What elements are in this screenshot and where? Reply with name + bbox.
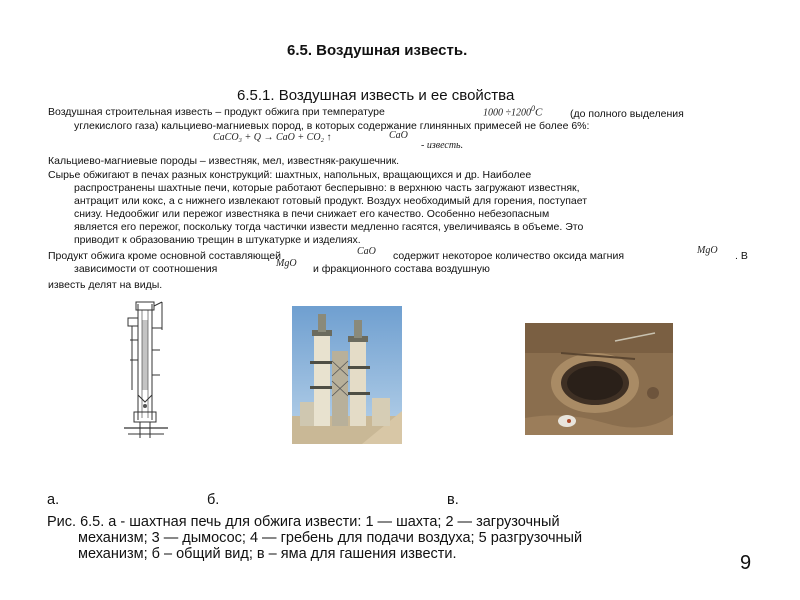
para3-line5: является его пережог, поскольку тогда частички извести медленно гасятся, увеличиваясь в объеме. Это [74, 221, 584, 233]
para4-line2b: и фракционного состава воздушную [313, 263, 490, 275]
para3-line1: Сырье обжигают в печах разных конструкций: шахтных, напольных, вращающихся и др. Наиболее [48, 169, 532, 181]
mgo-formula-2: MgO [276, 258, 297, 269]
figure-caption-line1: Рис. 6.5. а - шахтная печь для обжига извести: 1 — шахта; 2 — загрузочный [47, 514, 560, 530]
temperature-range: 1000 ÷1200 [483, 107, 531, 119]
para1-line1: Воздушная строительная известь – продукт обжига при температуре [48, 106, 385, 118]
figure-caption-line2: механизм; 3 — дымосос; 4 — гребень для подачи воздуха; 5 разгрузочный [78, 530, 583, 546]
section-subtitle: 6.5.1. Воздушная известь и ее свойства [237, 87, 515, 104]
figure-label-a: а. [47, 492, 60, 508]
para4-line2a: зависимости от соотношения [74, 263, 218, 275]
para3-line6: приводит к образованию трещин в штукатурке и изделиях. [74, 234, 361, 246]
cao-note: - известь. [421, 140, 464, 151]
para3-line3: антрацит или кокс, а с нижнего извлекают готовый продукт. Воздух необходимый для горения, поступает [74, 195, 588, 207]
para4-part3: . В [735, 250, 748, 262]
kiln-general-view-photo [292, 306, 402, 444]
figure-label-b: б. [207, 492, 220, 508]
para4-part1: Продукт обжига кроме основной составляющей [48, 250, 282, 262]
para1-line2: углекислого газа) кальциево-магниевых пород, в которых содержание глинянных примесей не более 6%: [74, 120, 590, 132]
cao-formula: CaO [389, 130, 408, 141]
reaction-formula: CaCO₃ + Q → CaO + CO₂ ↑ [213, 132, 332, 143]
page-title: 6.5. Воздушная известь. [287, 42, 468, 59]
lime-slaking-pit-photo [525, 323, 673, 435]
page-number: 9 [740, 552, 752, 574]
para3-line4: снизу. Недообжиг или пережог известняка в печи снижает его качество. Особенно небезопасным [74, 208, 550, 220]
figure-caption-line3: механизм; б – общий вид; в – яма для гашения извести. [78, 546, 457, 562]
para4-cao-formula: CaO [357, 246, 376, 257]
mgo-formula-1: MgO [697, 245, 718, 256]
para4-part2: содержит некоторое количество оксида магния [393, 250, 625, 262]
para3-line2: распространены шахтные печи, которые работают бесперывно: в верхнюю часть загружают известняк, [74, 182, 580, 194]
figure-label-c: в. [447, 492, 459, 508]
degree-sup: 0 [531, 104, 535, 113]
para1-line1-end: (до полного выделения [570, 108, 684, 120]
temperature-formula [483, 104, 542, 118]
para2: Кальциево-магниевые породы – известняк, мел, известняк-ракушечник. [48, 155, 400, 167]
para4-line3: известь делят на виды. [48, 279, 163, 291]
shaft-kiln-diagram [120, 300, 172, 440]
temperature-unit: C [535, 106, 543, 119]
